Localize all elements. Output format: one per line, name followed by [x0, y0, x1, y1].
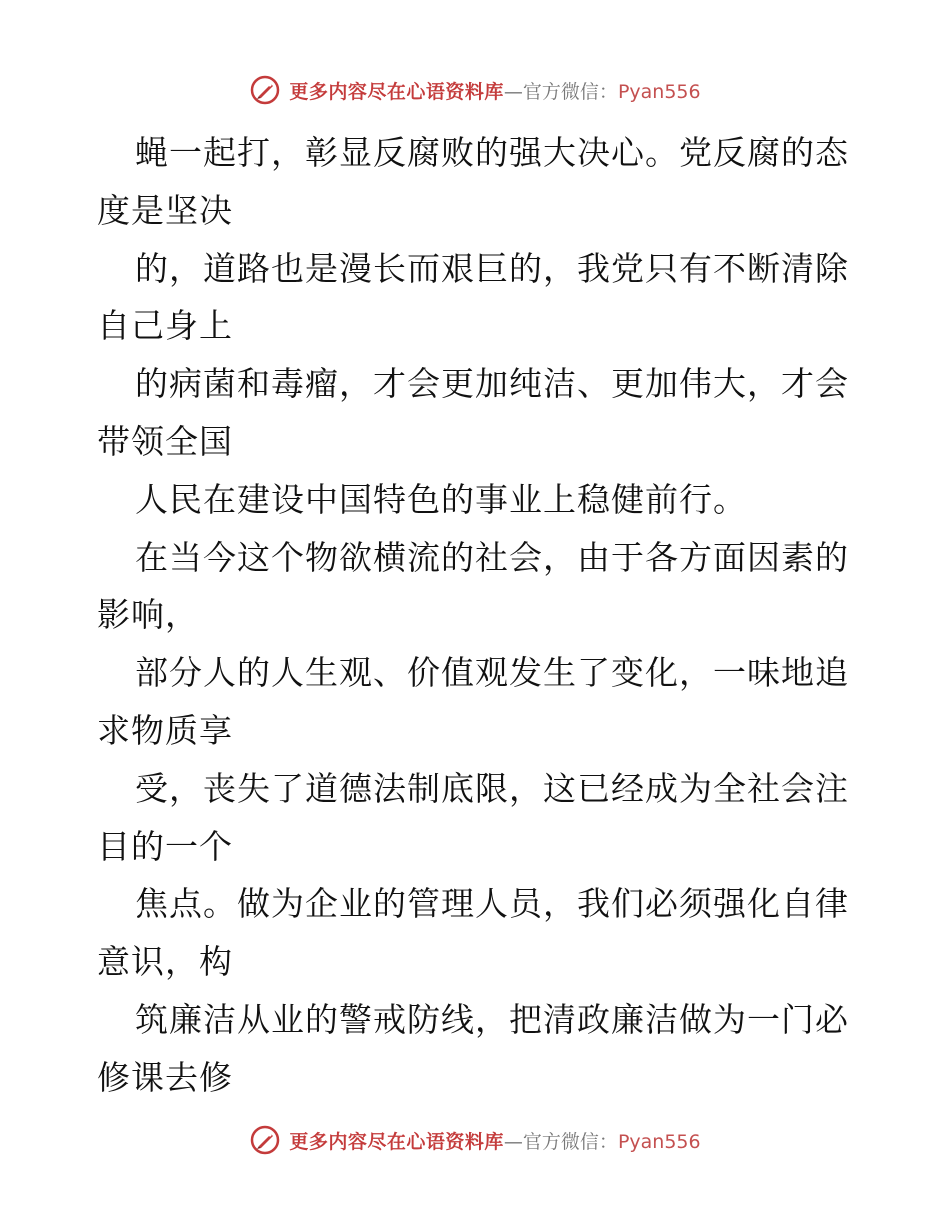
text-line: 影响， — [97, 595, 199, 635]
watermark-main: 更多内容尽在心语资料库 — [289, 80, 504, 103]
pen-nib-icon — [249, 74, 281, 106]
text-line: 焦点。做为企业的管理人员，我们必须强化自律 — [135, 884, 849, 924]
text-line: 受，丧失了道德法制底限，这已经成为全社会注 — [135, 768, 849, 808]
text-line: 自己身上 — [97, 306, 233, 346]
watermark-header — [0, 70, 950, 110]
text-line: 目的一个 — [97, 826, 233, 866]
text-line: 度是坚决 — [97, 190, 233, 230]
watermark-footer — [0, 1120, 950, 1160]
watermark-text — [289, 77, 700, 104]
text-line: 部分人的人生观、价值观发生了变化，一味地追 — [135, 653, 849, 693]
text-line: 修课去修 — [97, 1057, 233, 1097]
text-line: 蝇一起打，彰显反腐败的强大决心。党反腐的态 — [135, 133, 849, 172]
body-text — [97, 124, 857, 1107]
watermark-text — [289, 1127, 700, 1154]
watermark-wechat-id: Pyan556 — [617, 80, 701, 103]
watermark-label: 官方微信： — [522, 80, 618, 103]
watermark-label: 官方微信： — [522, 1130, 618, 1153]
text-line: 人民在建设中国特色的事业上稳健前行。 — [135, 479, 747, 519]
text-line: 带领全国 — [97, 421, 233, 461]
watermark-separator: — — [503, 1130, 523, 1153]
text-line: 意识，构 — [97, 942, 233, 982]
text-line: 在当今这个物欲横流的社会，由于各方面因素的 — [135, 537, 849, 577]
text-line: 筑廉洁从业的警戒防线，把清政廉洁做为一门必 — [135, 999, 849, 1039]
text-line: 的，道路也是漫长而艰巨的，我党只有不断清除 — [135, 248, 849, 288]
text-line: 的病菌和毒瘤，才会更加纯洁、更加伟大，才会 — [135, 364, 849, 404]
watermark-main: 更多内容尽在心语资料库 — [289, 1130, 504, 1153]
watermark-wechat-id: Pyan556 — [617, 1130, 701, 1153]
text-line: 求物质享 — [97, 710, 233, 750]
watermark-separator: — — [503, 80, 523, 103]
pen-nib-icon — [249, 1124, 281, 1156]
